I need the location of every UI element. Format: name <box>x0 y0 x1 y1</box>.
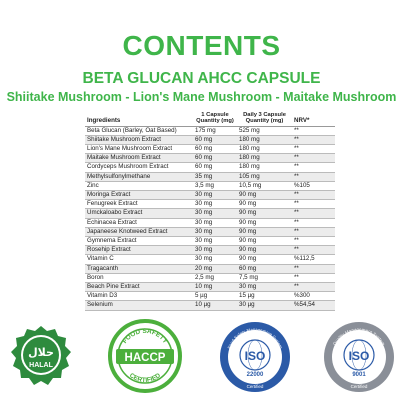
daily-qty: 105 mg <box>237 172 292 181</box>
daily-qty: 15 µg <box>237 292 292 301</box>
table-row <box>85 190 335 199</box>
nrv-value: %54,54 <box>292 301 335 310</box>
haccp-main-text: HACCP <box>124 352 166 364</box>
ingredient-name: Fenugreek Extract <box>85 200 193 209</box>
one-capsule-qty: 60 mg <box>193 135 237 144</box>
one-capsule-qty: 35 mg <box>193 172 237 181</box>
table-row <box>85 172 335 181</box>
nrv-value: ** <box>292 172 335 181</box>
one-capsule-qty: 20 mg <box>193 264 237 273</box>
nrv-value: ** <box>292 246 335 255</box>
nrv-value: ** <box>292 190 335 199</box>
col-daily-three-line1: Daily 3 Capsule <box>243 112 286 119</box>
nrv-value: ** <box>292 126 335 135</box>
ingredient-name: Vitamin C <box>85 255 193 264</box>
ingredients-table <box>85 111 335 311</box>
daily-qty: 90 mg <box>237 190 292 199</box>
daily-qty: 90 mg <box>237 218 292 227</box>
iso-22000-badge <box>218 320 292 394</box>
one-capsule-qty: 60 mg <box>193 144 237 153</box>
ingredient-name: Methylsulfonylmethane <box>85 172 193 181</box>
one-capsule-qty: 30 mg <box>193 246 237 255</box>
iso-22000-number: 22000 <box>246 372 264 378</box>
iso-22000-ring-text: Food Safety Management System <box>226 326 284 350</box>
table-row <box>85 236 335 245</box>
daily-qty: 180 mg <box>237 144 292 153</box>
table-row <box>85 144 335 153</box>
haccp-bottom-text: CERTIFIED <box>127 372 163 385</box>
table-header-row <box>85 111 335 126</box>
daily-qty: 10,5 mg <box>237 181 292 190</box>
ingredient-name: Gymnema Extract <box>85 236 193 245</box>
table-row <box>85 246 335 255</box>
daily-qty: 525 mg <box>237 126 292 135</box>
nrv-value: ** <box>292 236 335 245</box>
col-ingredients: Ingredients <box>85 111 193 126</box>
table-row <box>85 209 335 218</box>
ingredient-name: Cordyceps Mushroom Extract <box>85 163 193 172</box>
daily-qty: 90 mg <box>237 200 292 209</box>
col-one-capsule-line1: 1 Capsule <box>201 112 229 119</box>
col-nrv: NRV* <box>292 111 335 126</box>
one-capsule-qty: 175 mg <box>193 126 237 135</box>
nrv-value: ** <box>292 200 335 209</box>
table-row <box>85 264 335 273</box>
nrv-value: ** <box>292 218 335 227</box>
iso-9001-ring-text: Quality Management System <box>332 326 386 347</box>
ingredient-name: Maitake Mushroom Extract <box>85 154 193 163</box>
nrv-value: ** <box>292 273 335 282</box>
daily-qty: 180 mg <box>237 135 292 144</box>
daily-qty: 90 mg <box>237 236 292 245</box>
one-capsule-qty: 30 mg <box>193 218 237 227</box>
one-capsule-qty: 30 mg <box>193 255 237 264</box>
daily-qty: 90 mg <box>237 209 292 218</box>
product-subline: Shiitake Mushroom - Lion's Mane Mushroom - Maitake Mushroom <box>6 90 397 104</box>
one-capsule-qty: 5 µg <box>193 292 237 301</box>
ingredient-name: Selenium <box>85 301 193 310</box>
ingredient-name: Zinc <box>85 181 193 190</box>
ingredient-name: Beach Pine Extract <box>85 282 193 291</box>
ingredient-name: Tragacanth <box>85 264 193 273</box>
nrv-value: ** <box>292 227 335 236</box>
daily-qty: 30 mg <box>237 282 292 291</box>
table-row <box>85 273 335 282</box>
one-capsule-qty: 30 mg <box>193 227 237 236</box>
daily-qty: 90 mg <box>237 246 292 255</box>
daily-qty: 90 mg <box>237 255 292 264</box>
nrv-value: %300 <box>292 292 335 301</box>
table-row <box>85 154 335 163</box>
iso-22000-certified: Certified <box>246 384 264 389</box>
ingredient-name: Japaneese Knotweed Extract <box>85 227 193 236</box>
col-one-capsule <box>193 111 237 126</box>
ingredient-name: Shiitake Mushroom Extract <box>85 135 193 144</box>
table-row <box>85 181 335 190</box>
iso-22000-main: ISO <box>244 349 266 363</box>
one-capsule-qty: 3,5 mg <box>193 181 237 190</box>
table-row <box>85 292 335 301</box>
table-row <box>85 301 335 310</box>
table-row <box>85 218 335 227</box>
page-title: CONTENTS <box>122 30 281 61</box>
daily-qty: 90 mg <box>237 227 292 236</box>
one-capsule-qty: 10 mg <box>193 282 237 291</box>
one-capsule-qty: 60 mg <box>193 154 237 163</box>
one-capsule-qty: 2,5 mg <box>193 273 237 282</box>
daily-qty: 60 mg <box>237 264 292 273</box>
col-one-capsule-line2: Quantity (mg) <box>196 118 234 125</box>
table-row <box>85 227 335 236</box>
one-capsule-qty: 30 mg <box>193 236 237 245</box>
daily-qty: 30 µg <box>237 301 292 310</box>
one-capsule-qty: 30 mg <box>193 200 237 209</box>
iso-9001-number: 9001 <box>352 372 366 378</box>
ingredient-name: Boron <box>85 273 193 282</box>
iso-9001-badge <box>322 320 396 394</box>
col-daily-three <box>237 111 292 126</box>
ingredient-name: Vitamin D3 <box>85 292 193 301</box>
ingredient-name: Echinacea Extract <box>85 218 193 227</box>
nrv-value: %112,5 <box>292 255 335 264</box>
ingredient-name: Rosehip Extract <box>85 246 193 255</box>
nrv-value: ** <box>292 135 335 144</box>
certification-badges <box>0 318 403 398</box>
table-row <box>85 255 335 264</box>
table-row <box>85 200 335 209</box>
one-capsule-qty: 10 µg <box>193 301 237 310</box>
table-row <box>85 163 335 172</box>
iso-9001-certified: Certified <box>350 384 368 389</box>
daily-qty: 180 mg <box>237 154 292 163</box>
ingredient-name: Umckaloabo Extract <box>85 209 193 218</box>
iso-9001-main: ISO <box>348 349 370 363</box>
nrv-value: ** <box>292 264 335 273</box>
halal-text: HALAL <box>29 362 53 369</box>
nrv-value: ** <box>292 144 335 153</box>
daily-qty: 7,5 mg <box>237 273 292 282</box>
ingredient-name: Moringa Extract <box>85 190 193 199</box>
ingredient-name: Beta Glucan (Barley, Oat Based) <box>85 126 193 135</box>
one-capsule-qty: 60 mg <box>193 163 237 172</box>
ingredient-name: Lion's Mane Mushroom Extract <box>85 144 193 153</box>
haccp-top-text: FOOD SAFETY <box>121 327 169 346</box>
table-row <box>85 135 335 144</box>
product-name: BETA GLUCAN AHCC CAPSULE <box>82 70 321 87</box>
one-capsule-qty: 30 mg <box>193 209 237 218</box>
halal-arabic-text: حلال <box>28 346 54 359</box>
nrv-value: ** <box>292 282 335 291</box>
nrv-value: ** <box>292 154 335 163</box>
one-capsule-qty: 30 mg <box>193 190 237 199</box>
table-row <box>85 126 335 135</box>
nrv-value: ** <box>292 163 335 172</box>
col-daily-three-line2: Quantity (mg) <box>245 118 284 125</box>
table-row <box>85 282 335 291</box>
table-body <box>85 126 335 310</box>
daily-qty: 180 mg <box>237 163 292 172</box>
nrv-value: %105 <box>292 181 335 190</box>
nrv-value: ** <box>292 209 335 218</box>
halal-badge <box>6 323 76 391</box>
haccp-badge <box>108 318 182 396</box>
ingredients-table-wrap <box>85 111 335 311</box>
